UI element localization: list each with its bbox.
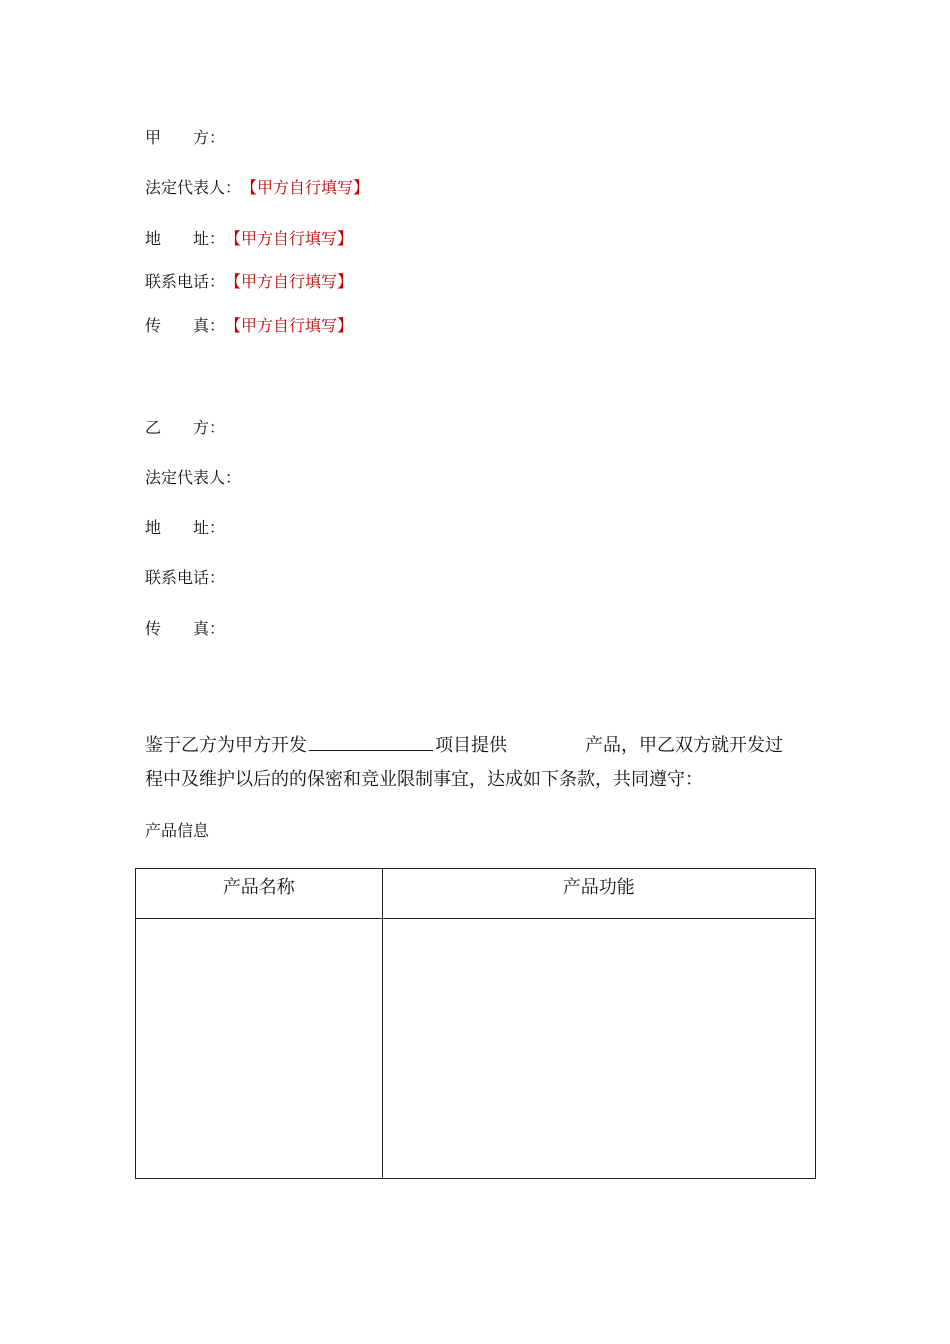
party-a-phone-line [145,272,353,292]
party-a-address-value: 【甲方自行填写】 [225,229,354,248]
party-b-name-label: 乙 方： [145,418,226,437]
party-a-rep-label: 法定代表人： [145,178,242,197]
party-a-name-line [145,128,225,148]
party-a-phone-value: 【甲方自行填写】 [225,272,354,291]
party-a-fax-value: 【甲方自行填写】 [225,316,354,335]
party-a-address-label: 地 址： [145,229,226,248]
preamble-line-1 [145,732,783,757]
project-name-blank [309,732,433,751]
party-b-phone-label: 联系电话： [145,568,226,587]
party-a-fax-label: 传 真： [145,316,226,335]
preamble-line-2 [145,769,703,791]
preamble-part-3: 产品，甲乙双方就开发过 [585,735,783,756]
product-table-header-row [136,869,816,919]
party-b-address-line [145,518,225,538]
party-b-rep-label: 法定代表人： [145,468,242,487]
preamble-part-1: 鉴于乙方为甲方开发 [145,735,307,756]
party-b-fax-line [145,619,225,639]
party-b-name-line [145,418,225,438]
product-table [135,868,816,1179]
party-b-rep-line [145,468,241,488]
preamble-line-2-text: 程中及维护以后的的保密和竞业限制事宜，达成如下条款，共同遵守： [145,769,703,790]
product-info-heading [145,821,209,841]
party-b-fax-label: 传 真： [145,619,226,638]
party-a-name-label: 甲 方： [145,128,226,147]
product-function-header: 产品功能 [382,869,815,919]
product-name-header: 产品名称 [136,869,383,919]
party-a-fax-line [145,316,353,336]
party-a-rep-value: 【甲方自行填写】 [241,178,370,197]
product-name-cell[interactable] [136,919,383,1179]
party-b-address-label: 地 址： [145,518,226,537]
party-a-address-line [145,229,353,249]
party-b-phone-line [145,568,225,588]
product-info-heading-text: 产品信息 [145,821,210,840]
preamble-part-2: 项目提供 [435,735,507,756]
product-function-cell[interactable] [382,919,815,1179]
party-a-phone-label: 联系电话： [145,272,226,291]
product-table-row [136,919,816,1179]
party-a-rep-line [145,178,369,198]
